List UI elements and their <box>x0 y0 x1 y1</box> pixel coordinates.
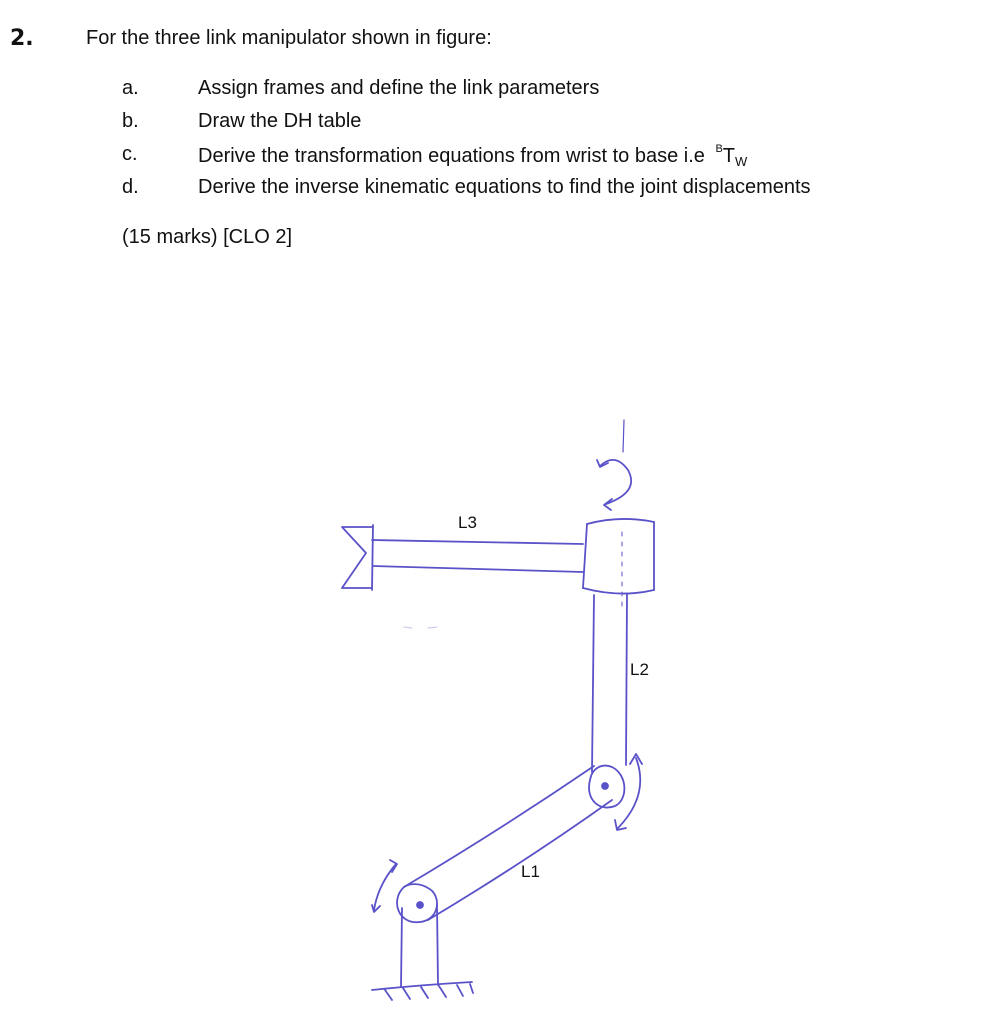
marks-info: (15 marks) [CLO 2] <box>122 226 293 248</box>
item-a-letter: a. <box>122 77 139 99</box>
wrist-cylinder <box>583 519 654 594</box>
label-l3: L3 <box>458 513 477 532</box>
question-prompt: For the three link manipulator shown in figure: <box>86 27 492 49</box>
wrist-rotation-arrow <box>597 460 631 510</box>
elbow-rotation-arrow <box>615 754 642 830</box>
item-c-superscript: B <box>715 143 723 155</box>
item-c-text: Derive the transformation equations from wrist to base i.e <box>198 145 711 167</box>
item-c-main: T <box>722 145 736 167</box>
item-d-text: Derive the inverse kinematic equations to find the joint displacements <box>198 176 811 198</box>
elbow-joint <box>589 766 624 808</box>
link-l2 <box>592 594 627 772</box>
wrist-axis <box>622 420 624 610</box>
ground-hatch <box>372 982 473 1000</box>
item-b-text: Draw the DH table <box>198 110 362 132</box>
gripper <box>342 527 373 588</box>
item-d-letter: d. <box>122 176 139 198</box>
label-l1: L1 <box>521 862 540 881</box>
item-a-text: Assign frames and define the link parameters <box>198 77 600 99</box>
base-joint <box>397 884 437 922</box>
question-number: 2. <box>10 26 34 51</box>
item-c-letter: c. <box>122 143 138 165</box>
item-c-subscript: W <box>735 154 748 169</box>
sketch-smudges <box>404 627 437 628</box>
base-rotation-arrow <box>372 860 397 912</box>
link-l3 <box>372 525 583 590</box>
label-l2: L2 <box>630 660 649 679</box>
item-b-letter: b. <box>122 110 139 132</box>
